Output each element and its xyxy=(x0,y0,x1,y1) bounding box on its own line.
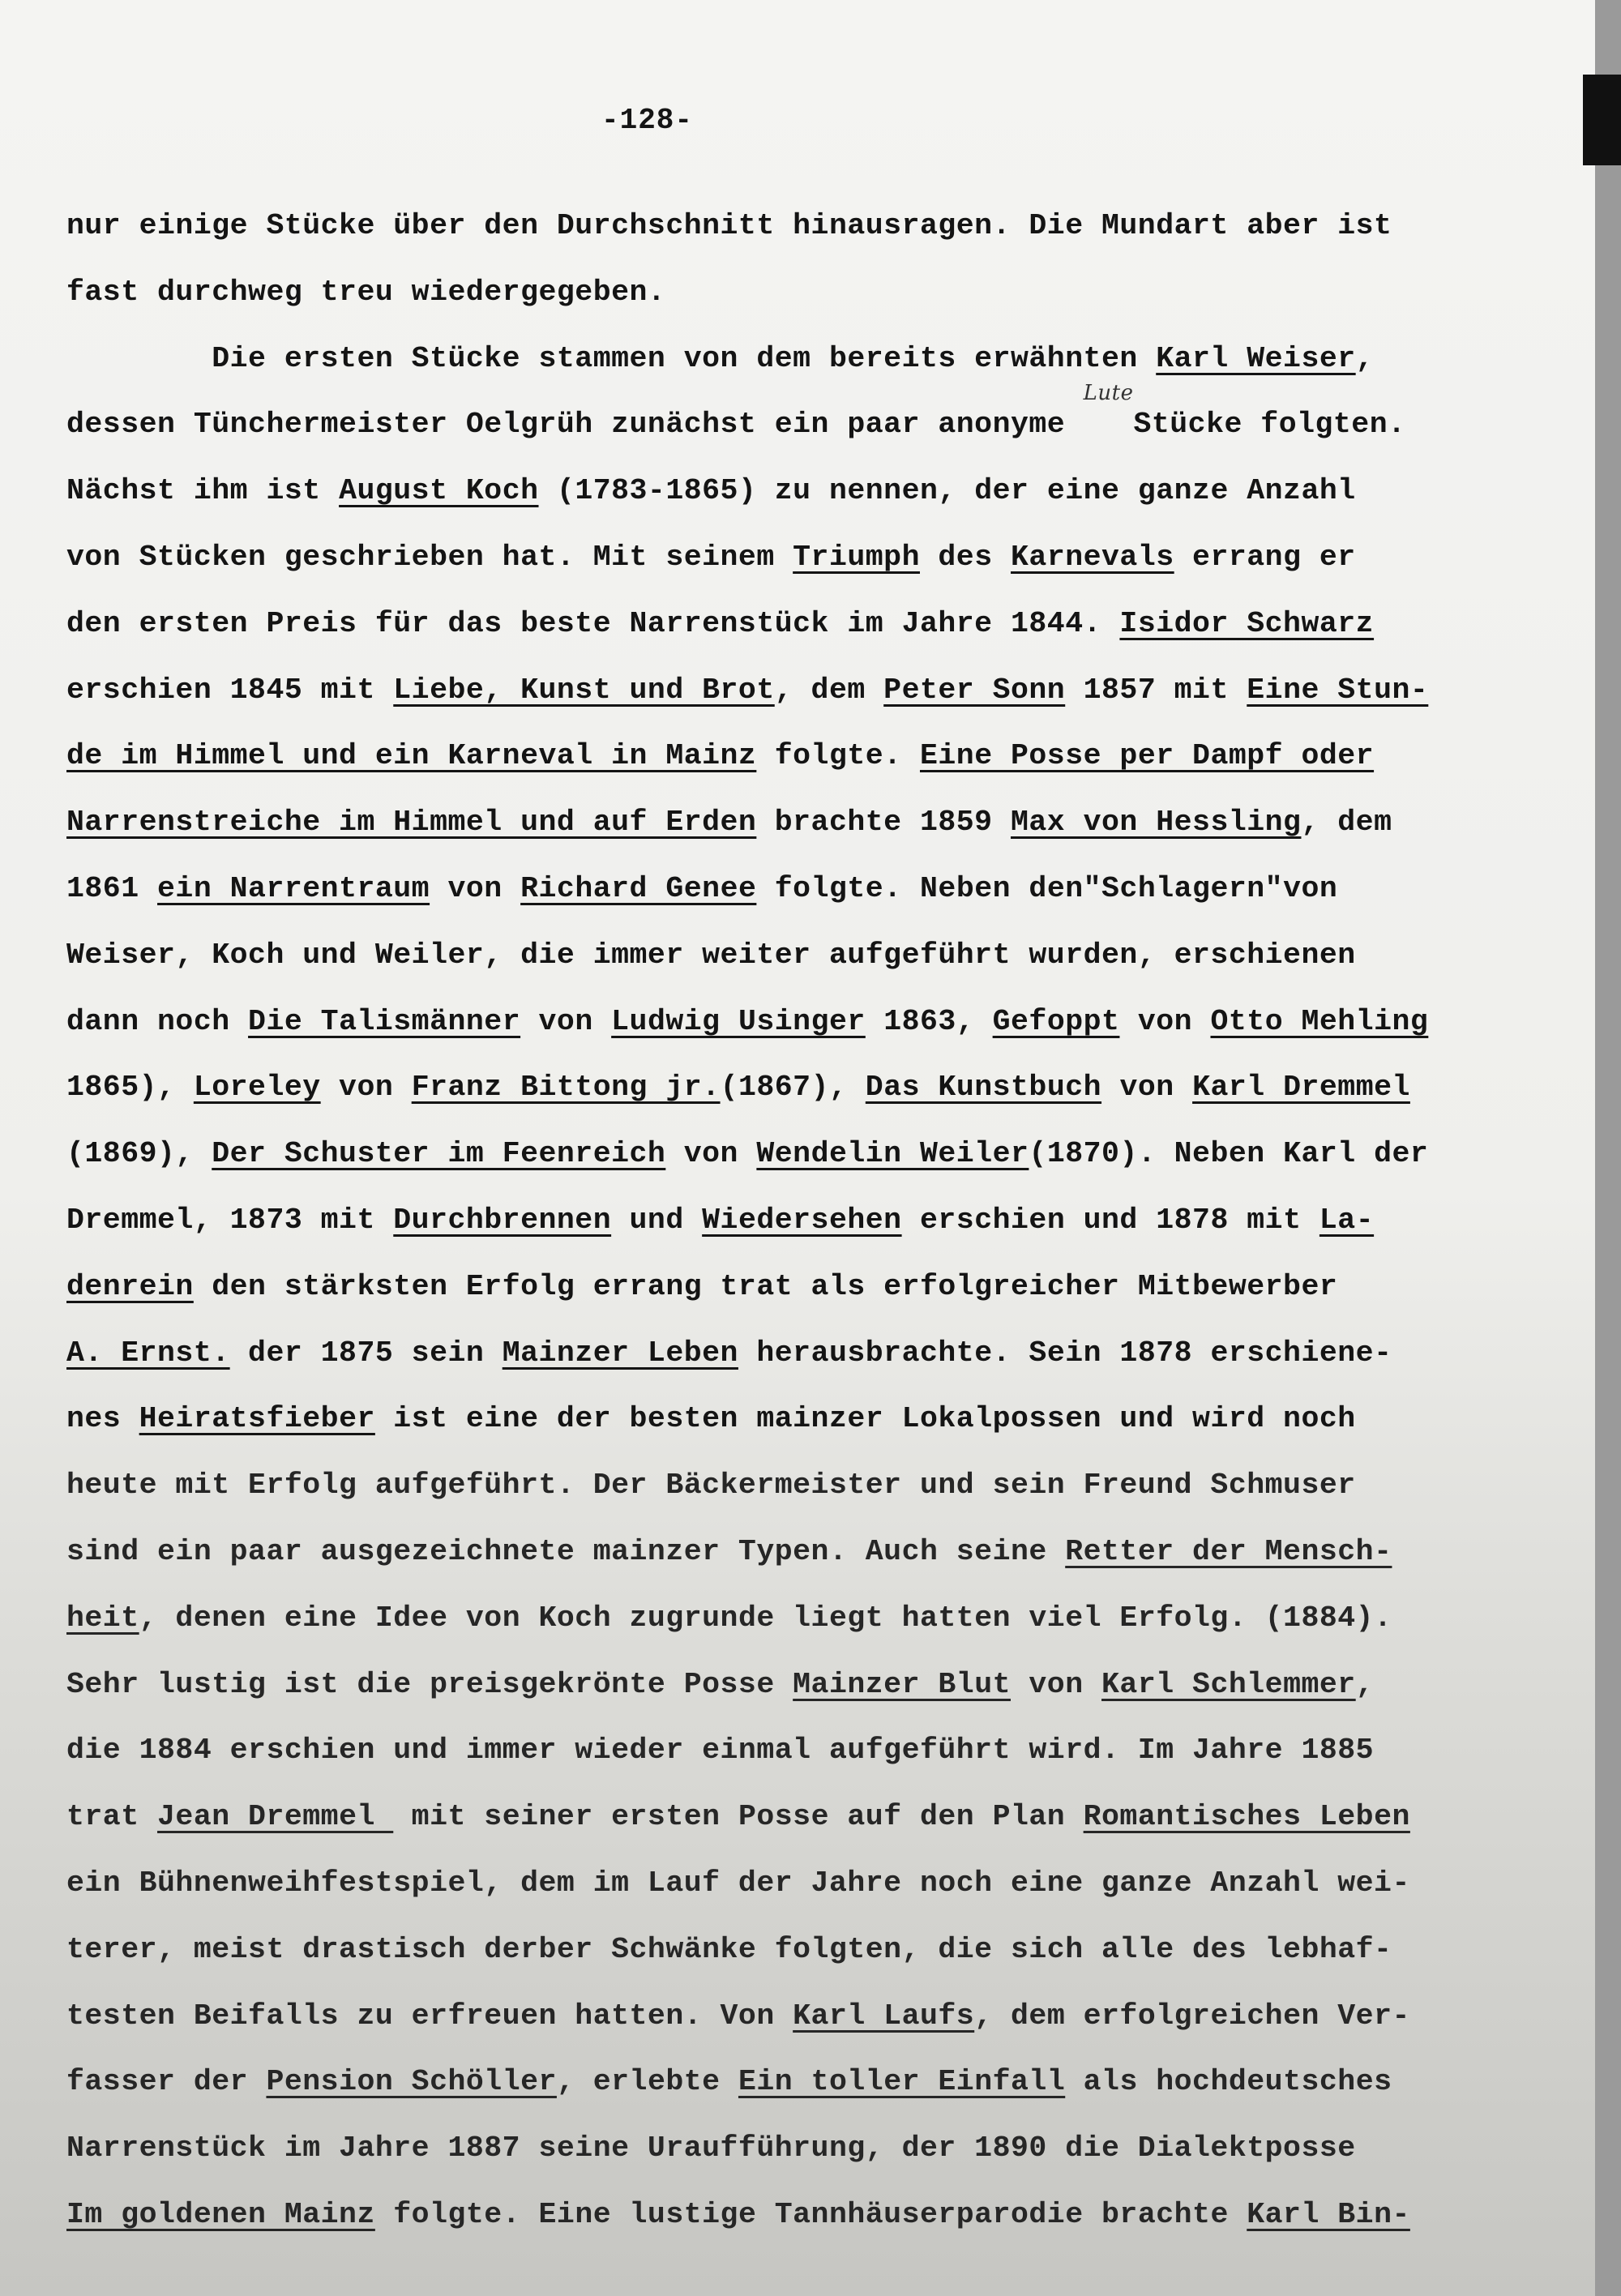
handwritten-note: Lute xyxy=(1083,381,1134,406)
underlined-title: Karnevals xyxy=(1011,540,1174,574)
text-run: die 1884 erschien und immer wieder einmal aufgeführt wird. Im Jahre 1885 xyxy=(66,1734,1375,1768)
underlined-title: A. Ernst. xyxy=(66,1336,230,1370)
text-run: von xyxy=(430,871,521,905)
text-run: heute mit Erfolg aufgeführt. Der Bäckermeister und sein Freund Schmuser xyxy=(66,1469,1356,1503)
text-run: Narrenstück im Jahre 1887 seine Uraufführung, der 1890 die Dialektposse xyxy=(66,2131,1356,2166)
underlined-title: Isidor Schwarz xyxy=(1119,606,1375,640)
text-run: ist eine der besten mainzer Lokalpossen und wird noch xyxy=(374,1402,1356,1436)
text-line xyxy=(66,1386,1582,1452)
text-run: (1867), xyxy=(720,1071,866,1105)
text-run: , erlebte xyxy=(556,2065,738,2099)
text-line xyxy=(66,922,1582,989)
underlined-title: heit xyxy=(66,1601,139,1635)
text-line xyxy=(66,1850,1582,1917)
text-run: herausbrachte. Sein 1878 erschiene- xyxy=(738,1336,1392,1370)
text-line xyxy=(66,326,1582,392)
text-run: sind ein paar ausgezeichnete mainzer Typen. Auch seine xyxy=(66,1534,1066,1568)
underlined-title: Das Kunstbuch xyxy=(865,1071,1102,1105)
text-run: von xyxy=(1119,1004,1211,1038)
text-run: , dem xyxy=(1301,806,1392,840)
underlined-title: Karl Weiser xyxy=(1156,341,1356,375)
body-text xyxy=(66,193,1582,2248)
text-line xyxy=(66,2115,1582,2182)
text-line xyxy=(66,789,1582,856)
text-run: mit seiner ersten Posse auf den Plan xyxy=(393,1800,1084,1834)
text-line xyxy=(66,1784,1582,1850)
text-run: fast durchweg treu wiedergegeben. xyxy=(66,275,666,309)
underlined-title: Retter der Mensch- xyxy=(1065,1534,1392,1568)
text-run: (1870). Neben Karl der xyxy=(1029,1137,1429,1171)
underlined-title: August Koch xyxy=(339,474,539,508)
text-line xyxy=(66,723,1582,789)
text-run: erschien 1845 mit xyxy=(66,673,394,707)
text-run: , xyxy=(1355,341,1375,375)
text-run: terer, meist drastisch derber Schwänke folgten, die sich alle des lebhaf- xyxy=(66,1932,1392,1966)
underlined-title: Karl Bin- xyxy=(1247,2197,1410,2231)
text-run: nur einige Stücke über den Durchschnitt hinausragen. Die Mundart aber ist xyxy=(66,209,1392,242)
scan-edge-tab xyxy=(1583,75,1621,165)
underlined-title: ein Narrentraum xyxy=(157,871,430,905)
text-line xyxy=(66,1917,1582,1983)
underlined-title: Narrenstreiche im Himmel und auf Erden xyxy=(66,806,757,840)
text-run: folgte. xyxy=(756,739,920,773)
text-line xyxy=(66,524,1582,591)
text-run: testen Beifalls zu erfreuen hatten. Von xyxy=(66,1999,793,2033)
underlined-title: Loreley xyxy=(193,1071,321,1105)
underlined-title: Romantisches Leben xyxy=(1083,1800,1410,1834)
underlined-title: Durchbrennen xyxy=(393,1203,612,1237)
underlined-title: Eine Posse per Dampf oder xyxy=(919,739,1375,773)
text-run: von xyxy=(665,1137,757,1171)
text-run: Dremmel, 1873 mit xyxy=(66,1203,394,1237)
text-line xyxy=(66,1320,1582,1387)
underlined-title: Wendelin Weiler xyxy=(756,1137,1029,1171)
text-run: von xyxy=(1101,1071,1193,1105)
underlined-title: Karl Schlemmer xyxy=(1101,1667,1356,1701)
text-run: Stücke xyxy=(1133,408,1242,442)
text-run: von xyxy=(1011,1667,1102,1701)
text-line xyxy=(66,1983,1582,2050)
text-line xyxy=(66,381,1582,458)
text-line xyxy=(66,1452,1582,1519)
text-run: , denen eine Idee von Koch zugrunde liegt hatten viel Erfolg. (1884). xyxy=(139,1601,1392,1635)
text-line xyxy=(66,657,1582,724)
text-run: und xyxy=(611,1203,703,1237)
underlined-title: Ludwig Usinger xyxy=(611,1004,866,1038)
text-run: 1865), xyxy=(66,1071,194,1105)
text-line xyxy=(66,1519,1582,1585)
underlined-title: Peter Sonn xyxy=(883,673,1066,707)
text-run: trat xyxy=(66,1800,158,1834)
underlined-title: Wiedersehen xyxy=(702,1203,902,1237)
text-run: als hochdeutsches xyxy=(1065,2065,1392,2099)
underlined-title: La- xyxy=(1319,1203,1375,1237)
text-run: von xyxy=(320,1071,412,1105)
underlined-title: Der Schuster im Feenreich xyxy=(212,1137,666,1171)
underlined-title: Karl Dremmel xyxy=(1192,1071,1410,1105)
text-line xyxy=(66,1254,1582,1320)
underlined-title: Heiratsfieber xyxy=(139,1402,375,1436)
text-run: , dem xyxy=(774,673,884,707)
underlined-title: Liebe, Kunst und Brot xyxy=(393,673,775,707)
text-run: nes xyxy=(66,1402,139,1436)
underlined-title: Ein toller Einfall xyxy=(738,2065,1066,2099)
text-run: (1783-1865) zu nennen, der eine ganze Anzahl xyxy=(538,474,1356,508)
text-run: 1863, xyxy=(865,1004,993,1038)
text-line xyxy=(66,1054,1582,1121)
underlined-title: Mainzer Leben xyxy=(502,1336,738,1370)
text-run: dessen Tünchermeister Oelgrüh zunächst ein paar anonyme xyxy=(66,408,1084,442)
underlined-title: Im goldenen Mainz xyxy=(66,2197,375,2231)
underlined-title: Triumph xyxy=(793,540,920,574)
text-line xyxy=(66,1585,1582,1652)
text-line xyxy=(66,1187,1582,1254)
underlined-title: denrein xyxy=(66,1269,194,1303)
underlined-title: Die Talismänner xyxy=(248,1004,521,1038)
text-line xyxy=(66,2049,1582,2115)
text-line xyxy=(66,1717,1582,1784)
text-run: den stärksten Erfolg errang trat als erfolgreicher Mitbewerber xyxy=(193,1269,1338,1303)
text-run: Nächst ihm ist xyxy=(66,474,340,508)
text-run: , dem erfolgreichen Ver- xyxy=(974,1999,1410,2033)
underlined-title: Otto Mehling xyxy=(1210,1004,1429,1038)
text-run: Sehr lustig ist die preisgekrönte Posse xyxy=(66,1667,793,1701)
text-run: von Stücken geschrieben hat. Mit seinem xyxy=(66,540,793,574)
text-run: erschien und 1878 mit xyxy=(901,1203,1319,1237)
underlined-title: Max von Hessling xyxy=(1011,806,1302,840)
underlined-title: Jean Dremmel xyxy=(157,1800,394,1834)
text-line xyxy=(66,259,1582,326)
underlined-title: Mainzer Blut xyxy=(793,1667,1011,1701)
underlined-title: Pension Schöller xyxy=(266,2065,557,2099)
text-line xyxy=(66,856,1582,922)
underlined-title: Franz Bittong jr. xyxy=(411,1071,721,1105)
text-line xyxy=(66,1652,1582,1718)
underlined-title: Richard Genee xyxy=(520,871,757,905)
text-line xyxy=(66,193,1582,259)
text-run: folgte. Neben den"Schlagern"von xyxy=(756,871,1338,905)
text-run: brachte 1859 xyxy=(756,806,1011,840)
text-line xyxy=(66,989,1582,1055)
text-run: folgte. Eine lustige Tannhäuserparodie brachte xyxy=(374,2197,1247,2231)
underlined-title: de im Himmel und ein Karneval in Mainz xyxy=(66,739,757,773)
page-number: -128- xyxy=(601,104,694,137)
text-line xyxy=(66,2182,1582,2248)
text-run: den ersten Preis für das beste Narrenstück im Jahre 1844. xyxy=(66,606,1120,640)
text-run: 1861 xyxy=(66,871,158,905)
text-run: folgten. xyxy=(1242,408,1406,442)
text-run: (1869), xyxy=(66,1137,212,1171)
text-run: , xyxy=(1355,1667,1375,1701)
text-run: errang er xyxy=(1174,540,1356,574)
text-run: der 1875 sein xyxy=(229,1336,503,1370)
underlined-title: Gefoppt xyxy=(992,1004,1120,1038)
text-line xyxy=(66,458,1582,524)
text-line xyxy=(66,591,1582,657)
text-run: fasser der xyxy=(66,2065,267,2099)
text-run: Weiser, Koch und Weiler, die immer weiter aufgeführt wurden, erschienen xyxy=(66,938,1356,972)
text-run: von xyxy=(520,1004,612,1038)
text-run: ein Bühnenweihfestspiel, dem im Lauf der Jahre noch eine ganze Anzahl wei- xyxy=(66,1866,1410,1900)
text-line xyxy=(66,1121,1582,1187)
underlined-title: Karl Laufs xyxy=(793,1999,975,2033)
text-run: Die ersten Stücke stammen von dem bereits erwähnten xyxy=(66,341,1157,375)
underlined-title: Eine Stun- xyxy=(1247,673,1429,707)
text-run: 1857 mit xyxy=(1065,673,1247,707)
text-run: des xyxy=(919,540,1012,574)
text-run: dann noch xyxy=(66,1004,249,1038)
